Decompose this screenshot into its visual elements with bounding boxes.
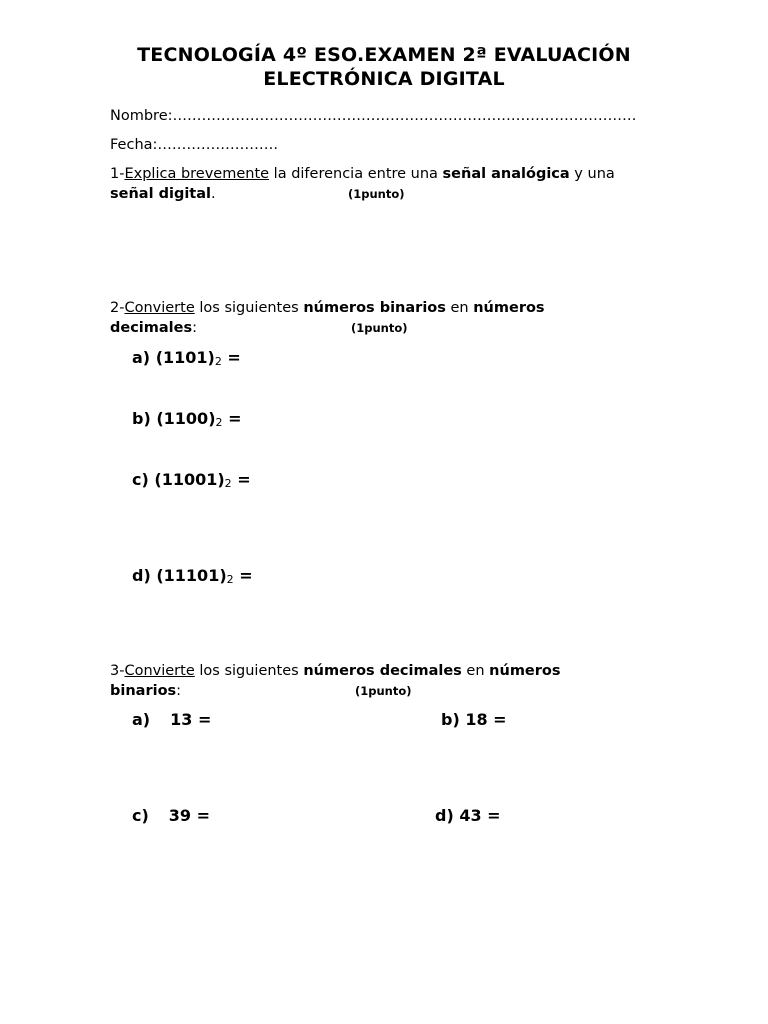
item-label: d) <box>132 566 151 585</box>
item-equals: = <box>221 348 241 367</box>
question-1-number: 1- <box>110 166 125 182</box>
question-3-term-binary: binarios <box>110 683 177 699</box>
item-equals: = <box>231 470 251 489</box>
item-base: 2 <box>226 573 234 586</box>
question-3-text-3: : <box>176 683 182 699</box>
item-base: 2 <box>215 416 223 429</box>
question-1-term-analog: señal analógica <box>442 166 570 182</box>
question-3-term-numbers: números <box>489 663 561 679</box>
question-3-line2 <box>110 681 181 701</box>
question-3-item-d <box>435 806 501 826</box>
question-2-item-c <box>132 470 251 494</box>
item-label: a) <box>132 710 151 729</box>
question-2-points: (1punto) <box>351 321 408 335</box>
question-1-term-digital: señal digital <box>110 186 211 202</box>
question-1-text-2: y una <box>569 166 615 182</box>
question-2-text: los siguientes <box>194 300 304 316</box>
question-1-text-3: . <box>210 186 216 202</box>
item-value: 39 = <box>168 806 211 825</box>
item-label: d) <box>435 806 454 825</box>
name-field: Nombre:…………………………………………………………………………………… <box>110 108 637 124</box>
question-3-number: 3- <box>110 663 125 679</box>
exam-title-line2: ELECTRÓNICA DIGITAL <box>263 68 505 90</box>
item-value: (1100) <box>156 409 216 428</box>
question-3-item-b <box>441 710 507 730</box>
item-value: 43 = <box>459 806 501 825</box>
item-equals: = <box>222 409 242 428</box>
question-2-verb: Convierte <box>124 300 195 316</box>
item-base: 2 <box>214 355 222 368</box>
date-field: Fecha:……………………. <box>110 137 279 153</box>
item-value: (1101) <box>155 348 215 367</box>
item-value: (11101) <box>156 566 227 585</box>
question-3-text: los siguientes <box>194 663 304 679</box>
question-3-verb: Convierte <box>124 663 195 679</box>
item-label: c) <box>132 806 149 825</box>
question-2-term-decimal: decimales <box>110 320 193 336</box>
question-2-number: 2- <box>110 300 125 316</box>
question-2-term-binary: números binarios <box>303 300 446 316</box>
question-3-item-c <box>132 806 210 826</box>
item-label: c) <box>132 470 149 489</box>
question-1-text: la diferencia entre una <box>269 166 443 182</box>
exam-title-line1: TECNOLOGÍA 4º ESO.EXAMEN 2ª EVALUACIÓN <box>137 44 631 66</box>
question-1-line1 <box>110 164 615 184</box>
question-2-text-3: : <box>192 320 197 336</box>
item-equals: = <box>233 566 253 585</box>
question-3-term-decimal: números decimales <box>303 663 462 679</box>
question-2-item-b <box>132 409 241 433</box>
question-1-line2 <box>110 184 216 204</box>
item-label: b) <box>132 409 151 428</box>
question-3-line1 <box>110 661 561 681</box>
item-value: 13 = <box>170 710 212 729</box>
question-2-term-numbers: números <box>473 300 545 316</box>
question-3-points: (1punto) <box>355 684 412 698</box>
item-value: (11001) <box>154 470 225 489</box>
question-2-line1 <box>110 298 545 318</box>
item-base: 2 <box>224 477 232 490</box>
question-1-points: (1punto) <box>348 187 405 201</box>
question-1-verb: Explica brevemente <box>124 166 270 182</box>
question-3-item-a <box>132 710 211 730</box>
question-2-line2 <box>110 318 197 338</box>
question-2-item-a <box>132 348 241 372</box>
item-label: a) <box>132 348 151 367</box>
question-2-text-2: en <box>445 300 474 316</box>
item-label: b) <box>441 710 460 729</box>
question-2-item-d <box>132 566 253 590</box>
item-value: 18 = <box>465 710 507 729</box>
question-3-text-2: en <box>461 663 490 679</box>
